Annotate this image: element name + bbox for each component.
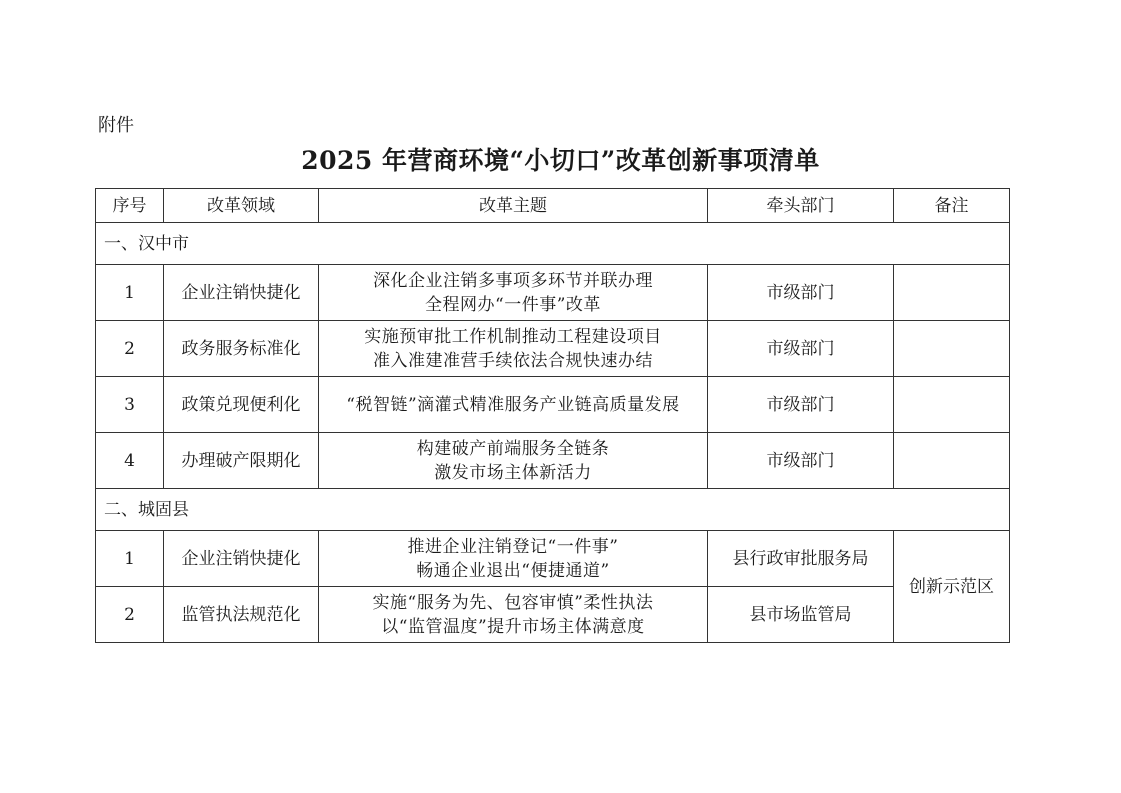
row-dept: 县行政审批服务局	[708, 531, 894, 587]
section-row	[96, 489, 1010, 531]
topic-line: 激发市场主体新活力	[434, 462, 592, 483]
section-title: 二、城固县	[96, 489, 1010, 531]
row-index: 4	[96, 433, 164, 489]
reform-items-table	[95, 188, 1010, 643]
topic-line: 准入准建准营手续依法合规快速办结	[373, 350, 653, 371]
topic-line: 全程网办“一件事”改革	[425, 294, 601, 315]
row-dept: 市级部门	[708, 265, 894, 321]
row-topic	[319, 377, 708, 433]
row-field: 企业注销快捷化	[164, 265, 319, 321]
row-field: 政策兑现便利化	[164, 377, 319, 433]
row-dept: 市级部门	[708, 321, 894, 377]
table-row	[96, 377, 1010, 433]
row-dept: 县市场监管局	[708, 587, 894, 643]
header-field: 改革领域	[164, 189, 319, 223]
row-note-merged: 创新示范区	[894, 531, 1010, 643]
row-topic	[319, 433, 708, 489]
row-note	[894, 265, 1010, 321]
row-field: 办理破产限期化	[164, 433, 319, 489]
row-topic	[319, 321, 708, 377]
table-row	[96, 531, 1010, 587]
row-index: 1	[96, 531, 164, 587]
row-dept: 市级部门	[708, 377, 894, 433]
row-note	[894, 433, 1010, 489]
table-header-row	[96, 189, 1010, 223]
table-row	[96, 265, 1010, 321]
row-note	[894, 377, 1010, 433]
topic-line: 深化企业注销多事项多环节并联办理	[373, 270, 653, 291]
topic-line: 推进企业注销登记“一件事”	[407, 536, 619, 557]
row-topic	[319, 265, 708, 321]
row-index: 3	[96, 377, 164, 433]
row-index: 2	[96, 321, 164, 377]
row-field: 监管执法规范化	[164, 587, 319, 643]
row-dept: 市级部门	[708, 433, 894, 489]
row-note	[894, 321, 1010, 377]
header-note: 备注	[894, 189, 1010, 223]
topic-line: 以“监管温度”提升市场主体满意度	[381, 616, 645, 637]
row-topic	[319, 531, 708, 587]
header-topic: 改革主题	[319, 189, 708, 223]
row-topic	[319, 587, 708, 643]
section-title: 一、汉中市	[96, 223, 1010, 265]
table-row	[96, 321, 1010, 377]
topic-line: “税智链”滴灌式精准服务产业链高质量发展	[346, 394, 680, 415]
row-index: 1	[96, 265, 164, 321]
topic-line: 畅通企业退出“便捷通道”	[416, 560, 610, 581]
row-field: 企业注销快捷化	[164, 531, 319, 587]
header-dept: 牵头部门	[708, 189, 894, 223]
section-row	[96, 223, 1010, 265]
table-row	[96, 433, 1010, 489]
topic-line: 构建破产前端服务全链条	[416, 438, 610, 459]
header-index: 序号	[96, 189, 164, 223]
table-row	[96, 587, 1010, 643]
topic-line: 实施预审批工作机制推动工程建设项目	[364, 326, 662, 347]
row-field: 政务服务标准化	[164, 321, 319, 377]
topic-line: 实施“服务为先、包容审慎”柔性执法	[372, 592, 654, 613]
attachment-label: 附件	[98, 115, 134, 136]
row-index: 2	[96, 587, 164, 643]
document-title: 2025 年营商环境“小切口”改革创新事项清单	[301, 146, 820, 175]
